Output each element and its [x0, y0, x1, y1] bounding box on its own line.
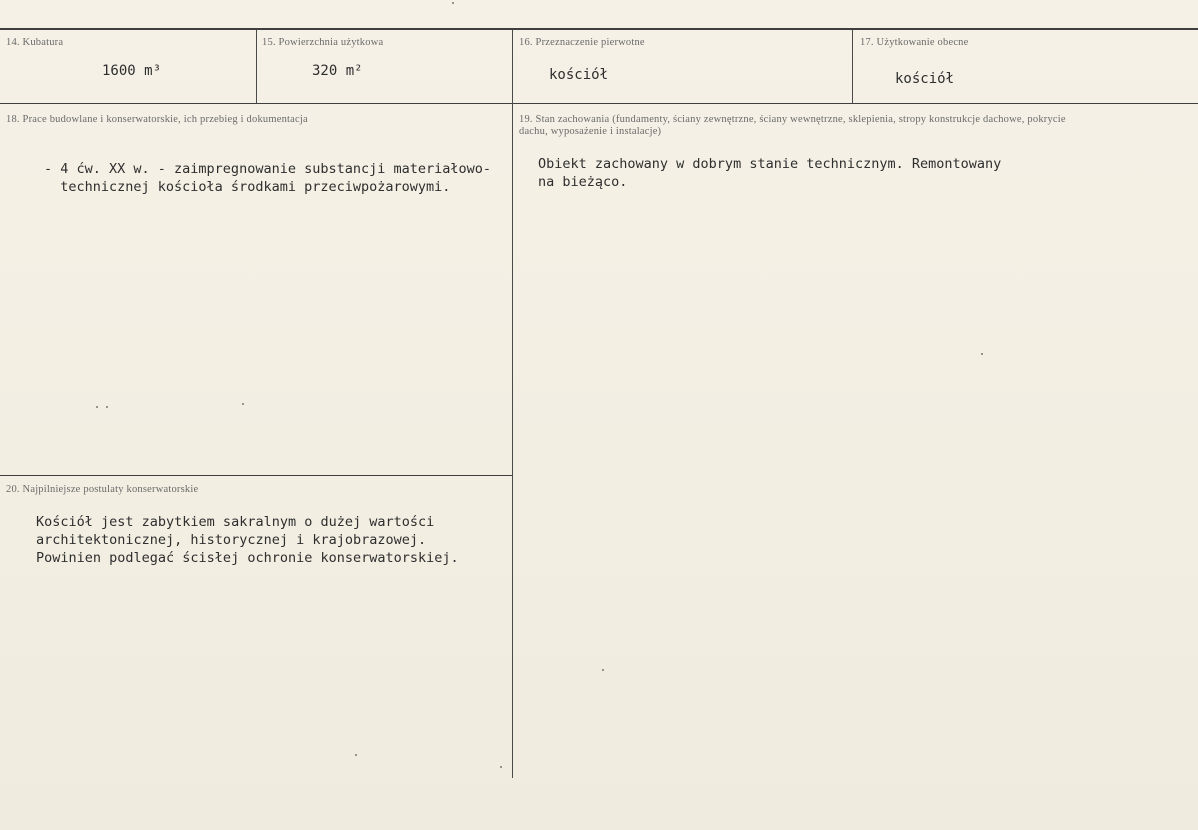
paper-speck	[452, 2, 454, 4]
field-18-text: - 4 ćw. XX w. - zaimpregnowanie substancji materiałowo- technicznej kościoła środkami przeciwpożarowymi.	[44, 161, 492, 195]
field-17-label: 17. Użytkowanie obecne	[860, 37, 969, 48]
paper-speck	[96, 406, 98, 408]
top-border-line	[0, 28, 1198, 30]
paper-speck	[500, 766, 502, 768]
field-20-label: 20. Najpilniejsze postulaty konserwatorskie	[6, 484, 199, 495]
section20-top-line	[0, 475, 512, 476]
field-17-value: kościół	[895, 71, 955, 87]
field-14-value: 1600 m³	[102, 63, 162, 79]
field-15-value: 320 m²	[312, 63, 363, 79]
field-14-label: 14. Kubatura	[6, 37, 64, 48]
paper-speck	[355, 754, 357, 756]
field-18-label: 18. Prace budowlane i konserwatorskie, ich przebieg i dokumentacja	[6, 114, 308, 125]
field-15-label: 15. Powierzchnia użytkowa	[262, 37, 384, 48]
field-19-text: Obiekt zachowany w dobrym stanie technicznym. Remontowany na bieżąco.	[538, 156, 1002, 190]
paper-speck	[242, 403, 244, 405]
field-16-label: 16. Przeznaczenie pierwotne	[519, 37, 645, 48]
divider-16-17	[852, 30, 853, 103]
divider-14-15	[256, 30, 257, 103]
paper-speck	[106, 406, 108, 408]
row1-bottom-line	[0, 103, 1198, 104]
field-20-text: Kościół jest zabytkiem sakralnym o dużej wartości architektonicznej, historycznej i krajobrazowej. Powinien podlegać ścisłej ochronie konserwatorskiej.	[36, 514, 459, 566]
field-19-label: 19. Stan zachowania (fundamenty, ściany zewnętrzne, ściany wewnętrzne, sklepienia, stropy konstrukcje dachowe, pokrycie dachu, wyposażenie i instalacje)	[519, 114, 1066, 137]
divider-16	[512, 30, 513, 778]
field-16-value: kościół	[549, 67, 609, 83]
paper-speck	[981, 353, 983, 355]
paper-speck	[602, 669, 604, 671]
